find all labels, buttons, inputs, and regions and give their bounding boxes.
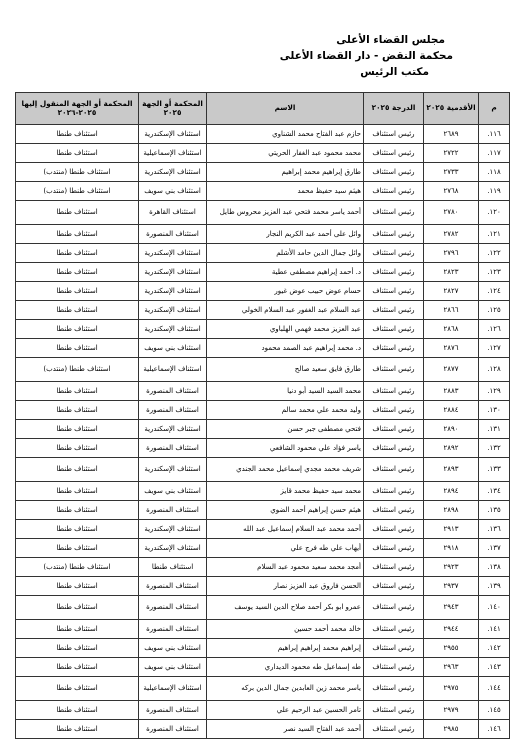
table-row: [16, 163, 510, 182]
document-header: [280, 32, 453, 80]
row-transfer: استئناف طنطا (منتدب): [16, 558, 139, 577]
row-number: ١٢٤.: [479, 282, 510, 301]
row-seniority: ٢٩٤٤: [424, 620, 479, 639]
table-row: [16, 520, 510, 539]
row-name: وليد محمد علي محمد سالم: [207, 401, 364, 420]
row-name: ياسر فؤاد علي محمود الشافعي: [207, 439, 364, 458]
row-seniority: ٢٨٩٤: [424, 482, 479, 501]
row-transfer: استئناف طنطا: [16, 382, 139, 401]
row-grade: رئيس استئناف: [364, 263, 424, 282]
row-name: هيثم سيد حفيظ محمد: [207, 182, 364, 201]
row-court: استئناف بني سويف: [139, 482, 207, 501]
row-number: ١٣٠.: [479, 401, 510, 420]
row-grade: رئيس استئناف: [364, 720, 424, 739]
row-number: ١٣٣.: [479, 458, 510, 482]
row-number: ١٣٨.: [479, 558, 510, 577]
row-number: ١٢٠.: [479, 201, 510, 225]
row-grade: رئيس استئناف: [364, 163, 424, 182]
row-court: استئناف الإسكندرية: [139, 520, 207, 539]
row-number: ١٤١.: [479, 620, 510, 639]
row-seniority: ٢٩٤٣: [424, 596, 479, 620]
row-seniority: ٢٩٧٩: [424, 701, 479, 720]
row-seniority: ٢٧٩٦: [424, 244, 479, 263]
row-name: محمد سيد حفيظ محمد قايز: [207, 482, 364, 501]
row-number: ١٤٣.: [479, 658, 510, 677]
row-seniority: ٢٨٩٨: [424, 501, 479, 520]
row-court: استئناف المنصورة: [139, 620, 207, 639]
table-row: [16, 401, 510, 420]
col-court-header: المحكمة أو الجهة ٢٠٢٥: [139, 93, 207, 125]
row-grade: رئيس استئناف: [364, 144, 424, 163]
row-seniority: ٢٨٨٤: [424, 401, 479, 420]
row-court: استئناف الإسكندرية: [139, 244, 207, 263]
row-court: استئناف المنصورة: [139, 225, 207, 244]
row-grade: رئيس استئناف: [364, 439, 424, 458]
row-transfer: استئناف طنطا: [16, 201, 139, 225]
row-number: ١٤٢.: [479, 639, 510, 658]
table-row: [16, 558, 510, 577]
table-row: [16, 320, 510, 339]
row-transfer: استئناف طنطا: [16, 301, 139, 320]
row-transfer: استئناف طنطا: [16, 596, 139, 620]
row-name: شريف محمد مجدي إسماعيل محمد الجندي: [207, 458, 364, 482]
row-transfer: استئناف طنطا: [16, 620, 139, 639]
row-grade: رئيس استئناف: [364, 225, 424, 244]
row-number: ١٣١.: [479, 420, 510, 439]
row-number: ١٣٥.: [479, 501, 510, 520]
table-row: [16, 677, 510, 701]
row-name: حسام عوض حبيب عوض غيور: [207, 282, 364, 301]
row-name: الحسن فاروق عبد العزيز نصار: [207, 577, 364, 596]
row-seniority: ٢٨٩٢: [424, 439, 479, 458]
table-row: [16, 482, 510, 501]
row-court: استئناف المنصورة: [139, 701, 207, 720]
table-row: [16, 382, 510, 401]
row-court: استئناف الإسكندرية: [139, 320, 207, 339]
row-transfer: استئناف طنطا: [16, 282, 139, 301]
row-grade: رئيس استئناف: [364, 482, 424, 501]
col-num-header: م: [479, 93, 510, 125]
row-name: أيهاب علي طه فرج علي: [207, 539, 364, 558]
row-transfer: استئناف طنطا (منتدب): [16, 182, 139, 201]
row-seniority: ٢٧٦٨: [424, 182, 479, 201]
row-court: استئناف بني سويف: [139, 658, 207, 677]
row-number: ١١٩.: [479, 182, 510, 201]
row-name: أحمد محمد عبد السلام إسماعيل عبد الله: [207, 520, 364, 539]
row-grade: رئيس استئناف: [364, 244, 424, 263]
table-row: [16, 282, 510, 301]
row-transfer: استئناف طنطا: [16, 677, 139, 701]
row-name: عبد العزيز محمد فهمي الهلباوي: [207, 320, 364, 339]
row-court: استئناف بني سويف: [139, 182, 207, 201]
table-row: [16, 720, 510, 739]
row-transfer: استئناف طنطا: [16, 244, 139, 263]
row-name: طارق فايق سعيد صالح: [207, 358, 364, 382]
row-number: ١٤٠.: [479, 596, 510, 620]
row-grade: رئيس استئناف: [364, 558, 424, 577]
row-number: ١٤٦.: [479, 720, 510, 739]
row-name: طارق إبراهيم محمد إبراهيم: [207, 163, 364, 182]
row-transfer: استئناف طنطا: [16, 701, 139, 720]
row-court: استئناف الإسكندرية: [139, 420, 207, 439]
row-number: ١٣٩.: [479, 577, 510, 596]
row-name: وائل على أحمد عبد الكريم النجار: [207, 225, 364, 244]
row-seniority: ٢٨٩٣: [424, 458, 479, 482]
row-seniority: ٢٧٨٠: [424, 201, 479, 225]
row-name: طه إسماعيل طه محمود الديداري: [207, 658, 364, 677]
row-transfer: استئناف طنطا: [16, 263, 139, 282]
row-seniority: ٢٨٦٦: [424, 301, 479, 320]
row-seniority: ٢٩٧٥: [424, 677, 479, 701]
row-grade: رئيس استئناف: [364, 701, 424, 720]
row-seniority: ٢٩٨٥: [424, 720, 479, 739]
table-row: [16, 501, 510, 520]
row-seniority: ٢٨٢٣: [424, 263, 479, 282]
row-grade: رئيس استئناف: [364, 301, 424, 320]
row-name: حازم عبد الفتاح محمد الشناوي: [207, 125, 364, 144]
row-grade: رئيس استئناف: [364, 501, 424, 520]
row-transfer: استئناف طنطا: [16, 501, 139, 520]
table-row: [16, 301, 510, 320]
row-name: ياسر محمد زين العابدين جمال الدين بركه: [207, 677, 364, 701]
row-number: ١١٦.: [479, 125, 510, 144]
row-grade: رئيس استئناف: [364, 677, 424, 701]
table-row: [16, 439, 510, 458]
row-grade: رئيس استئناف: [364, 282, 424, 301]
row-grade: رئيس استئناف: [364, 458, 424, 482]
row-court: استئناف الإسكندرية: [139, 539, 207, 558]
row-name: محمد السيد السيد أبو دنيا: [207, 382, 364, 401]
row-number: ١٢٥.: [479, 301, 510, 320]
row-court: استئناف المنصورة: [139, 382, 207, 401]
row-name: د. أحمد إبراهيم مصطفى عطية: [207, 263, 364, 282]
table-row: [16, 144, 510, 163]
row-seniority: ٢٩١٣: [424, 520, 479, 539]
row-number: ١٣٤.: [479, 482, 510, 501]
row-grade: رئيس استئناف: [364, 382, 424, 401]
row-court: استئناف الإسكندرية: [139, 282, 207, 301]
row-court: استئناف المنصورة: [139, 577, 207, 596]
row-name: هيثم حسن إبراهيم أحمد الضوي: [207, 501, 364, 520]
row-transfer: استئناف طنطا: [16, 482, 139, 501]
council-title: مجلس القضاء الأعلى: [336, 34, 445, 46]
table-row: [16, 263, 510, 282]
row-seniority: ٢٨٨٣: [424, 382, 479, 401]
table-row: [16, 225, 510, 244]
row-transfer: استئناف طنطا: [16, 577, 139, 596]
row-transfer: استئناف طنطا: [16, 420, 139, 439]
row-name: د. محمد إبراهيم عبد الصمد محمود: [207, 339, 364, 358]
col-transfer-header: المحكمة أو الجهة المنقول إليها ٢٠٢٥-٢٠٢٦: [16, 93, 139, 125]
table-row: [16, 244, 510, 263]
table-row: [16, 658, 510, 677]
row-transfer: استئناف طنطا: [16, 339, 139, 358]
row-transfer: استئناف طنطا: [16, 639, 139, 658]
row-court: استئناف الإسكندرية: [139, 263, 207, 282]
row-grade: رئيس استئناف: [364, 539, 424, 558]
col-seniority-header: الأقدمية ٢٠٢٥: [424, 93, 479, 125]
row-transfer: استئناف طنطا: [16, 225, 139, 244]
row-number: ١٣٦.: [479, 520, 510, 539]
row-seniority: ٢٩٥٥: [424, 639, 479, 658]
row-number: ١٢٢.: [479, 244, 510, 263]
row-transfer: استئناف طنطا (منتدب): [16, 163, 139, 182]
table-row: [16, 201, 510, 225]
row-grade: رئيس استئناف: [364, 201, 424, 225]
row-transfer: استئناف طنطا: [16, 458, 139, 482]
table-header-row: [16, 93, 510, 125]
row-number: ١٣٧.: [479, 539, 510, 558]
row-transfer: استئناف طنطا: [16, 720, 139, 739]
table-row: [16, 539, 510, 558]
row-court: استئناف الإسكندرية: [139, 458, 207, 482]
table-row: [16, 339, 510, 358]
row-number: ١١٧.: [479, 144, 510, 163]
row-name: عبد السلام عبد الغفور عبد السلام الخولي: [207, 301, 364, 320]
row-seniority: ٢٨٧٧: [424, 358, 479, 382]
row-transfer: استئناف طنطا: [16, 539, 139, 558]
row-number: ١٣٢.: [479, 439, 510, 458]
table-row: [16, 125, 510, 144]
row-seniority: ٢٧٣٣: [424, 163, 479, 182]
table-row: [16, 639, 510, 658]
row-court: استئناف القاهرة: [139, 201, 207, 225]
row-name: فتحي مصطفى جبر حسن: [207, 420, 364, 439]
row-grade: رئيس استئناف: [364, 596, 424, 620]
table-row: [16, 620, 510, 639]
row-transfer: استئناف طنطا: [16, 125, 139, 144]
row-grade: رئيس استئناف: [364, 401, 424, 420]
row-grade: رئيس استئناف: [364, 339, 424, 358]
row-grade: رئيس استئناف: [364, 620, 424, 639]
row-name: عمرو ابو بكر أحمد صلاح الدين السيد يوسف: [207, 596, 364, 620]
row-court: استئناف المنصورة: [139, 401, 207, 420]
row-seniority: ٢٨٢٧: [424, 282, 479, 301]
row-court: استئناف المنصورة: [139, 720, 207, 739]
row-seniority: ٢٩٢٣: [424, 558, 479, 577]
row-grade: رئيس استئناف: [364, 358, 424, 382]
judges-table: [15, 92, 510, 739]
row-name: أحمد عبد الفتاح السيد نصر: [207, 720, 364, 739]
row-seniority: ٢٧٨٢: [424, 225, 479, 244]
table-row: [16, 358, 510, 382]
table-row: [16, 596, 510, 620]
row-seniority: ٢٧٢٢: [424, 144, 479, 163]
table-row: [16, 458, 510, 482]
row-seniority: ٢٩١٨: [424, 539, 479, 558]
row-number: ١٢١.: [479, 225, 510, 244]
row-number: ١٤٤.: [479, 677, 510, 701]
row-number: ١٢٨.: [479, 358, 510, 382]
row-court: استئناف الإسماعيلية: [139, 677, 207, 701]
table-row: [16, 701, 510, 720]
row-seniority: ٢٦٨٩: [424, 125, 479, 144]
row-court: استئناف الإسماعيلية: [139, 144, 207, 163]
row-court: استئناف الإسماعيلية: [139, 358, 207, 382]
row-name: إبراهيم محمد إبراهيم إبراهيم: [207, 639, 364, 658]
row-number: ١٢٣.: [479, 263, 510, 282]
row-court: استئناف المنصورة: [139, 596, 207, 620]
row-grade: رئيس استئناف: [364, 520, 424, 539]
row-name: أمجد محمد سعيد محمود عبد السلام: [207, 558, 364, 577]
table-row: [16, 182, 510, 201]
row-name: وائل جمال الدين حامد الأشلم: [207, 244, 364, 263]
row-court: استئناف بني سويف: [139, 339, 207, 358]
row-court: استئناف الإسكندرية: [139, 125, 207, 144]
row-grade: رئيس استئناف: [364, 658, 424, 677]
row-transfer: استئناف طنطا: [16, 401, 139, 420]
row-number: ١١٨.: [479, 163, 510, 182]
col-name-header: الاسم: [207, 93, 364, 125]
row-seniority: ٢٩٣٧: [424, 577, 479, 596]
row-grade: رئيس استئناف: [364, 639, 424, 658]
court-title: محكمة النقض - دار القضاء الأعلى: [279, 50, 453, 62]
row-court: استئناف بني سويف: [139, 639, 207, 658]
row-number: ١٢٦.: [479, 320, 510, 339]
row-grade: رئيس استئناف: [364, 577, 424, 596]
row-seniority: ٢٨٦٨: [424, 320, 479, 339]
row-number: ١٢٧.: [479, 339, 510, 358]
row-transfer: استئناف طنطا: [16, 144, 139, 163]
row-name: أحمد ياسر محمد فتحي عبد العزيز محروس طايل: [207, 201, 364, 225]
row-court: استئناف طنطا: [139, 558, 207, 577]
row-seniority: ٢٨٧٦: [424, 339, 479, 358]
row-grade: رئيس استئناف: [364, 125, 424, 144]
row-court: استئناف المنصورة: [139, 501, 207, 520]
col-grade-header: الدرجة ٢٠٢٥: [364, 93, 424, 125]
row-number: ١٢٩.: [479, 382, 510, 401]
office-title: مكتب الرئيس: [360, 66, 429, 78]
row-court: استئناف الإسكندرية: [139, 163, 207, 182]
row-grade: رئيس استئناف: [364, 182, 424, 201]
row-grade: رئيس استئناف: [364, 420, 424, 439]
row-name: خالد محمد أحمد حسين: [207, 620, 364, 639]
row-seniority: ٢٨٩٠: [424, 420, 479, 439]
row-name: محمد محمود عبد الغفار الحريتي: [207, 144, 364, 163]
row-number: ١٤٥.: [479, 701, 510, 720]
table-row: [16, 577, 510, 596]
table-row: [16, 420, 510, 439]
row-court: استئناف المنصورة: [139, 439, 207, 458]
row-transfer: استئناف طنطا (منتدب): [16, 358, 139, 382]
row-grade: رئيس استئناف: [364, 320, 424, 339]
row-transfer: استئناف طنطا: [16, 520, 139, 539]
row-transfer: استئناف طنطا: [16, 320, 139, 339]
row-name: تامر الحسين عبد الرحيم علي: [207, 701, 364, 720]
row-transfer: استئناف طنطا: [16, 439, 139, 458]
row-court: استئناف الإسكندرية: [139, 301, 207, 320]
row-seniority: ٢٩٦٣: [424, 658, 479, 677]
row-transfer: استئناف طنطا: [16, 658, 139, 677]
